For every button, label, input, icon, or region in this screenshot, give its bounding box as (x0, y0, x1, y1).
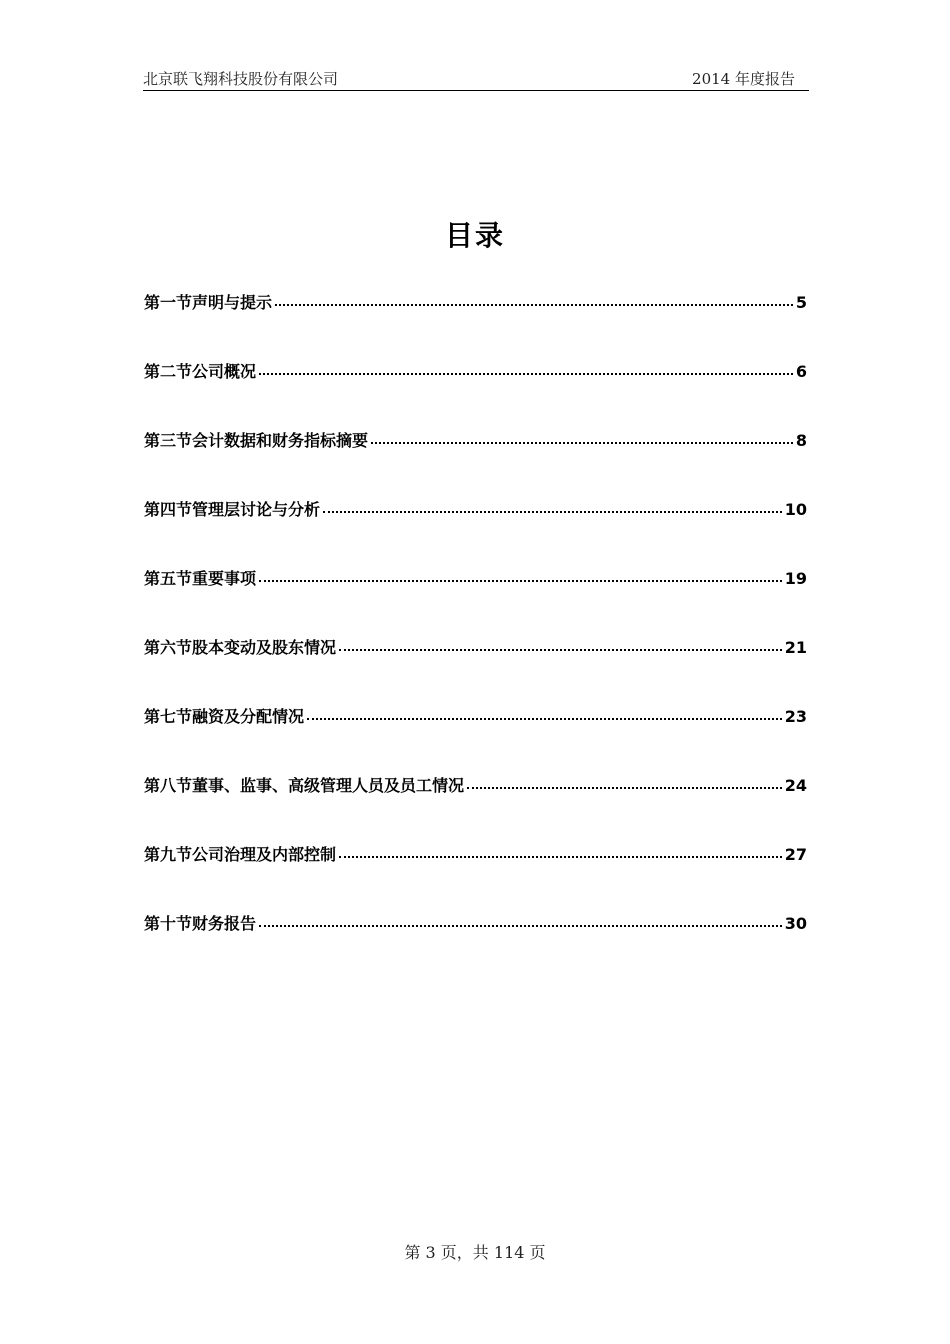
page-header (143, 66, 809, 91)
toc-dot-leader (259, 579, 782, 582)
toc-entry-page: 24 (784, 776, 807, 795)
toc-entry-label: 第三节会计数据和财务指标摘要 (144, 431, 369, 450)
toc-dot-leader (307, 717, 782, 720)
toc-entry[interactable] (144, 773, 807, 842)
toc-entry-page: 10 (784, 500, 807, 519)
toc-entry[interactable] (144, 428, 807, 497)
toc-entry-label: 第九节公司治理及内部控制 (144, 845, 337, 864)
toc-entry-page: 21 (784, 638, 807, 657)
toc-dot-leader (323, 510, 782, 513)
header-report-title: 2014 年度报告 (692, 70, 795, 88)
page-footer-page-number: 第 3 页，共 114 页 (404, 1243, 546, 1262)
toc-dot-leader (275, 303, 793, 306)
toc-dot-leader (371, 441, 793, 444)
toc-entry-label: 第五节重要事项 (144, 569, 257, 588)
toc-entry[interactable] (144, 911, 807, 980)
toc-entry-label: 第八节董事、监事、高级管理人员及员工情况 (144, 776, 465, 795)
toc-entry-page: 8 (795, 431, 807, 450)
toc-list (144, 290, 807, 980)
toc-entry-page: 30 (784, 914, 807, 933)
toc-entry-label: 第六节股本变动及股东情况 (144, 638, 337, 657)
toc-dot-leader (339, 855, 782, 858)
toc-entry-page: 19 (784, 569, 807, 588)
toc-entry-label: 第一节声明与提示 (144, 293, 273, 312)
header-company-name: 北京联飞翔科技股份有限公司 (143, 70, 339, 88)
toc-entry[interactable] (144, 842, 807, 911)
toc-entry[interactable] (144, 635, 807, 704)
toc-entry-page: 6 (795, 362, 807, 381)
toc-dot-leader (467, 786, 782, 789)
toc-entry-label: 第十节财务报告 (144, 914, 257, 933)
toc-entry[interactable] (144, 704, 807, 773)
toc-dot-leader (259, 924, 782, 927)
toc-dot-leader (259, 372, 793, 375)
toc-entry-page: 23 (784, 707, 807, 726)
toc-entry-page: 5 (795, 293, 807, 312)
toc-entry[interactable] (144, 290, 807, 359)
toc-entry-page: 27 (784, 845, 807, 864)
toc-entry[interactable] (144, 566, 807, 635)
toc-title: 目录 (444, 219, 505, 252)
toc-entry-label: 第二节公司概况 (144, 362, 257, 381)
toc-entry[interactable] (144, 497, 807, 566)
toc-entry-label: 第四节管理层讨论与分析 (144, 500, 321, 519)
toc-entry-label: 第七节融资及分配情况 (144, 707, 305, 726)
toc-entry[interactable] (144, 359, 807, 428)
toc-dot-leader (339, 648, 782, 651)
